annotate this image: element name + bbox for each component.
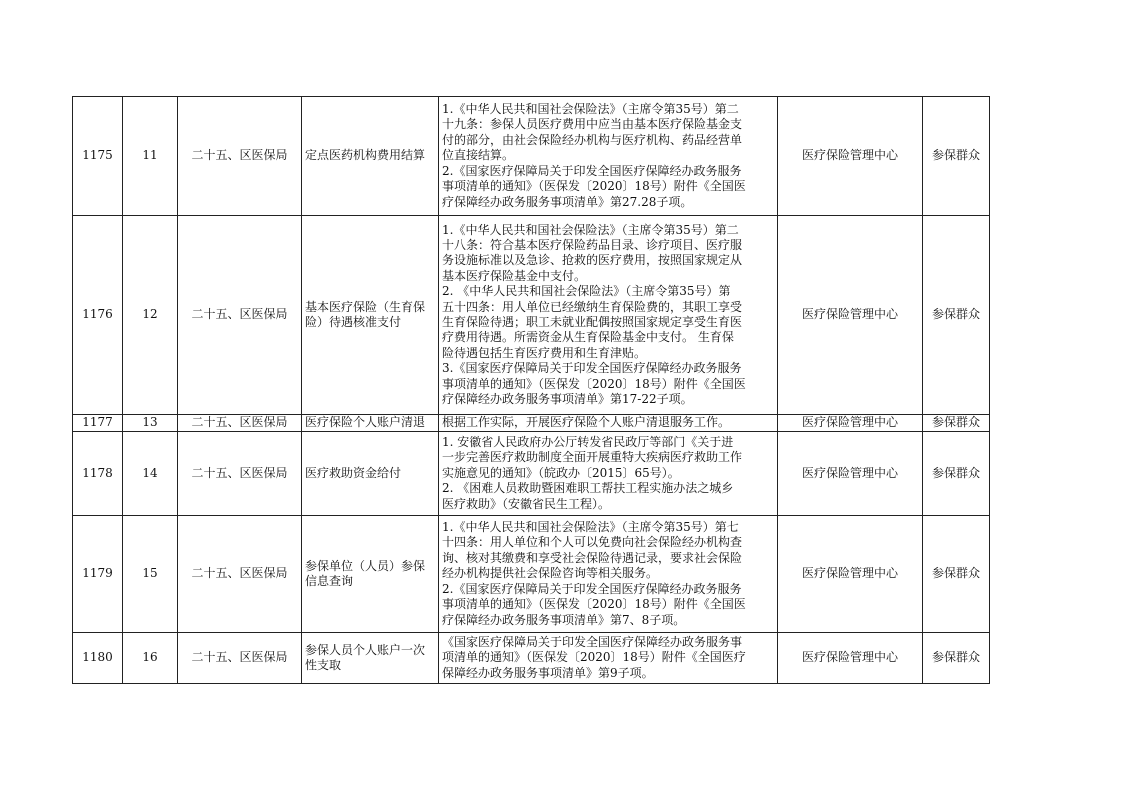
department: 二十五、区医保局: [178, 516, 302, 633]
text-line: 疗保障经办政务服务事项清单》第7、8子项。: [442, 612, 686, 627]
text-line: 事项清单的通知》（医保发〔2020〕18号）附件《全国医: [442, 179, 746, 194]
text-line: 1.《中华人民共和国社会保险法》（主席令第35号）第二: [442, 102, 739, 117]
sequence-number: 16: [123, 633, 178, 684]
text-line: 基本医疗保险（生育保: [305, 299, 426, 314]
text-line: 性支取: [305, 658, 342, 672]
sequence-number: 14: [123, 432, 178, 516]
row-number: 1180: [73, 633, 123, 684]
text-line: 疗费用待遇。所需资金从生育保险基金中支付。 生育保: [442, 330, 734, 345]
service-items-table: [72, 96, 990, 684]
legal-basis: [439, 432, 778, 516]
text-line: 五十四条：用人单位已经缴纳生育保险费的，其职工享受: [442, 299, 743, 314]
service-object: 参保群众: [923, 432, 990, 516]
table-row: [73, 432, 990, 516]
sequence-number: 13: [123, 415, 178, 432]
row-number: 1177: [73, 415, 123, 432]
row-number: 1179: [73, 516, 123, 633]
text-line: 保障经办政务服务事项清单》第9子项。: [442, 665, 654, 680]
legal-basis: [439, 516, 778, 633]
item-name: [302, 633, 439, 684]
text-line: 2.《国家医疗保障局关于印发全国医疗保障经办政务服务: [442, 581, 742, 596]
text-line: 十九条：参保人员医疗费用中应当由基本医疗保险基金支: [442, 117, 743, 132]
item-name: [302, 97, 439, 216]
text-line: 事项清单的通知》（医保发〔2020〕18号）附件《全国医: [442, 376, 746, 391]
department: 二十五、区医保局: [178, 432, 302, 516]
item-name: [302, 415, 439, 432]
text-line: 项清单的通知》（医保发〔2020〕18号）附件《全国医疗: [442, 650, 746, 665]
service-object: 参保群众: [923, 216, 990, 415]
text-line: 基本医疗保险基金中支付。: [442, 268, 587, 283]
text-line: 十八条：符合基本医疗保险药品目录、诊疗项目、医疗服: [442, 237, 743, 252]
handling-unit: 医疗保险管理中心: [778, 633, 923, 684]
service-object: 参保群众: [923, 633, 990, 684]
handling-unit: 医疗保险管理中心: [778, 216, 923, 415]
text-line: 2.《国家医疗保障局关于印发全国医疗保障经办政务服务: [442, 163, 742, 178]
service-object: 参保群众: [923, 415, 990, 432]
text-line: 询、核对其缴费和享受社会保险待遇记录，要求社会保险: [442, 550, 743, 565]
table-row: [73, 633, 990, 684]
text-line: 疗保障经办政务服务事项清单》第27.28子项。: [442, 194, 693, 209]
department: 二十五、区医保局: [178, 633, 302, 684]
text-line: 2. 《困难人员救助暨困难职工帮扶工程实施办法之城乡: [442, 481, 734, 496]
text-line: 医疗救助》（安徽省民生工程）。: [442, 496, 611, 511]
text-line: 生育保险待遇；职工未就业配偶按照国家规定享受生育医: [442, 315, 743, 329]
service-object: 参保群众: [923, 97, 990, 216]
legal-basis: [439, 415, 778, 432]
handling-unit: 医疗保险管理中心: [778, 432, 923, 516]
text-line: 参保人员个人账户一次: [305, 642, 426, 657]
text-line: 3.《国家医疗保障局关于印发全国医疗保障经办政务服务: [442, 361, 742, 376]
text-line: 1.《中华人民共和国社会保险法》（主席令第35号）第二: [442, 222, 739, 237]
table-row: [73, 516, 990, 633]
sequence-number: 11: [123, 97, 178, 216]
table-row: [73, 97, 990, 216]
department: 二十五、区医保局: [178, 415, 302, 432]
handling-unit: 医疗保险管理中心: [778, 97, 923, 216]
department: 二十五、区医保局: [178, 216, 302, 415]
service-object: 参保群众: [923, 516, 990, 633]
text-line: 信息查询: [305, 574, 354, 588]
text-line: 医疗救助资金给付: [305, 465, 402, 480]
text-line: 十四条：用人单位和个人可以免费向社会保险经办机构查: [442, 535, 743, 550]
text-line: 参保单位（人员）参保: [305, 558, 426, 573]
legal-basis: [439, 97, 778, 216]
department: 二十五、区医保局: [178, 97, 302, 216]
item-name: [302, 432, 439, 516]
legal-basis: [439, 216, 778, 415]
text-line: 定点医药机构费用结算: [305, 148, 426, 163]
text-line: 一步完善医疗救助制度全面开展重特大疾病医疗救助工作: [442, 450, 743, 465]
text-line: 经办机构提供社会保险咨询等相关服务。: [442, 566, 659, 581]
table-row: [73, 216, 990, 415]
text-line: 2. 《中华人民共和国社会保险法》（主席令第35号）第: [442, 284, 731, 299]
text-line: 险待遇包括生育医疗费用和生育津贴。: [442, 345, 647, 360]
item-name: [302, 216, 439, 415]
text-line: 《国家医疗保障局关于印发全国医疗保障经办政务服务事: [442, 634, 743, 649]
sequence-number: 15: [123, 516, 178, 633]
text-line: 位直接结算。: [442, 148, 515, 163]
text-line: 实施意见的通知》（皖政办〔2015〕65号）。: [442, 465, 680, 480]
text-line: 医疗保险个人账户清退: [305, 415, 426, 430]
row-number: 1178: [73, 432, 123, 516]
table-body: [73, 97, 990, 684]
row-number: 1176: [73, 216, 123, 415]
handling-unit: 医疗保险管理中心: [778, 415, 923, 432]
row-number: 1175: [73, 97, 123, 216]
sequence-number: 12: [123, 216, 178, 415]
handling-unit: 医疗保险管理中心: [778, 516, 923, 633]
text-line: 根据工作实际，开展医疗保险个人账户清退服务工作。: [442, 415, 731, 430]
legal-basis: [439, 633, 778, 684]
text-line: 事项清单的通知》（医保发〔2020〕18号）附件《全国医: [442, 597, 746, 612]
text-line: 付的部分，由社会保险经办机构与医疗机构、药品经营单: [442, 132, 743, 147]
text-line: 1.《中华人民共和国社会保险法》（主席令第35号）第七: [442, 520, 739, 535]
text-line: 1. 安徽省人民政府办公厅转发省民政厅等部门《关于进: [442, 434, 734, 449]
text-line: 险）待遇核准支付: [305, 315, 402, 329]
item-name: [302, 516, 439, 633]
table-row: [73, 415, 990, 432]
text-line: 务设施标准以及急诊、抢救的医疗费用，按照国家规定从: [442, 253, 743, 268]
text-line: 疗保障经办政务服务事项清单》第17-22子项。: [442, 392, 693, 407]
